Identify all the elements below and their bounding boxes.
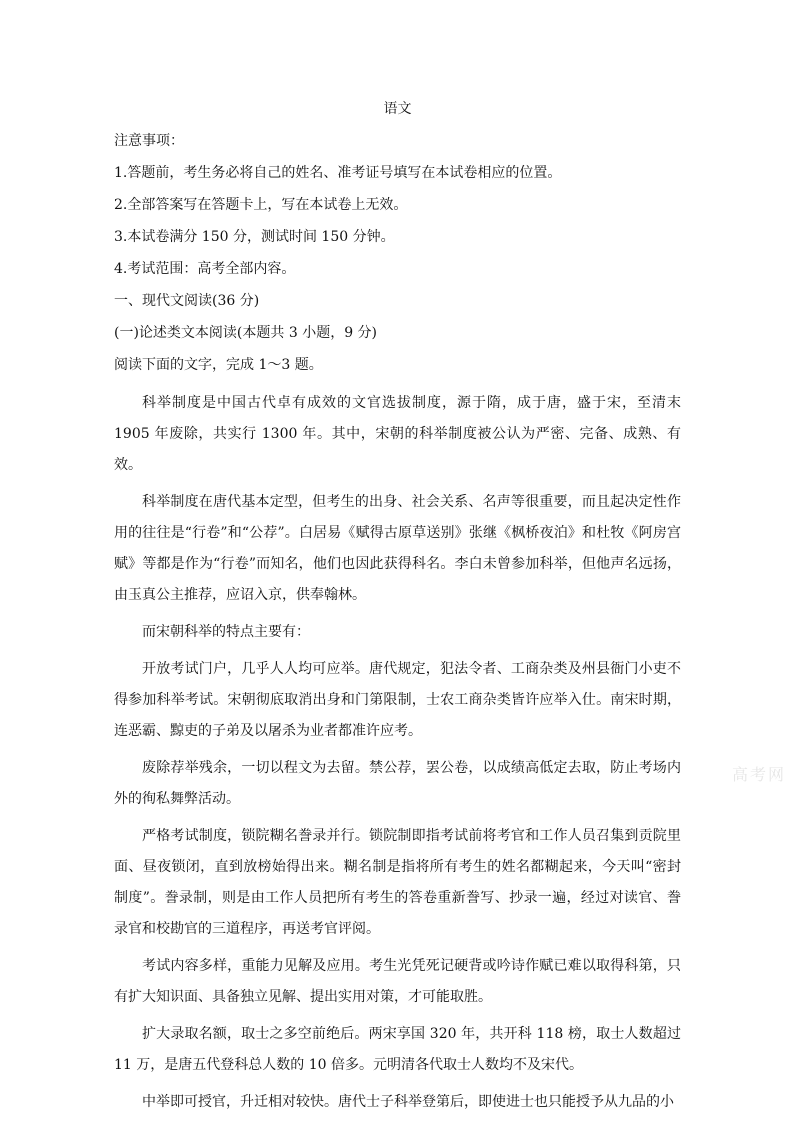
- body-paragraph: 科举制度在唐代基本定型，但考生的出身、社会关系、名声等很重要，而且起决定性作用的往往是“行卷”和“公荐”。白居易《赋得古原草送别》张继《枫桥夜泊》和杜牧《阿房宫赋》等都是作为“行卷”而知名，他们也因此获得科名。李白未曾参加科举，但他声名远扬，由玉真公主推荐，应诏入京，供奉翰林。: [114, 494, 681, 603]
- reading-instruction: 阅读下面的文字，完成 1～3 题。: [114, 357, 323, 373]
- body-paragraph: 考试内容多样，重能力见解及应用。考生光凭死记硬背或吟诗作赋已难以取得科第，只有扩大知识面、具备独立见解、提出实用对策，才可能取胜。: [114, 958, 681, 1005]
- body-paragraph: 科举制度是中国古代卓有成效的文官选拔制度，源于隋，成于唐，盛于宋，至清末 1905 年废除，共实行 1300 年。其中，宋朝的科举制度被公认为严密、完备、成熟、有效。: [114, 395, 681, 473]
- notice-item: 4.考试范围：高考全部内容。: [114, 261, 296, 277]
- body-paragraph: 中举即可授官，升迁相对较快。唐代士子科举登第后，即使进士也只能授予从九品的小: [142, 1094, 674, 1110]
- subsection-heading: (一)论述类文本阅读(本题共 3 小题，9 分): [114, 325, 378, 341]
- notice-heading: 注意事项：: [114, 133, 184, 149]
- notice-item: 3.本试卷满分 150 分，测试时间 150 分钟。: [114, 229, 395, 245]
- section-heading: 一、现代文阅读(36 分): [114, 293, 260, 309]
- body-paragraph: 扩大录取名额，取士之多空前绝后。两宋享国 320 年，共开科 118 榜，取士人数超过 11 万，是唐五代登科总人数的 10 倍多。元明清各代取士人数均不及宋代。: [114, 1026, 681, 1073]
- notice-item: 1.答题前，考生务必将自己的姓名、准考证号填写在本试卷相应的位置。: [114, 165, 562, 181]
- page-title: 语文: [383, 101, 412, 117]
- body-paragraph: 严格考试制度，锁院糊名誊录并行。锁院制即指考试前将考官和工作人员召集到贡院里面、昼夜锁闭，直到放榜始得出来。糊名制是指将所有考生的姓名都糊起来，今天叫“密封制度”。誊录制，则是由工作人员把所有考生的答卷重新誊写、抄录一遍，经过对读官、誊录官和校勘官的三道程序，再送考官评阅。: [114, 828, 681, 937]
- notice-item: 2.全部答案写在答题卡上，写在本试卷上无效。: [114, 197, 408, 213]
- body-paragraph: 开放考试门户，几乎人人均可应举。唐代规定，犯法令者、工商杂类及州县衙门小吏不得参加科举考试。宋朝彻底取消出身和门第限制，士农工商杂类皆许应举入仕。南宋时期，连恶霸、黥吏的子弟及以屠杀为业者都准许应考。: [114, 661, 681, 739]
- body-paragraph: 而宋朝科举的特点主要有：: [142, 624, 310, 640]
- watermark-logo: 高考网: [732, 765, 787, 784]
- body-paragraph: 废除荐举残余，一切以程文为去留。禁公荐，罢公卷，以成绩高低定去取，防止考场内外的徇私舞弊活动。: [114, 760, 681, 807]
- document-body: [114, 100, 681, 1124]
